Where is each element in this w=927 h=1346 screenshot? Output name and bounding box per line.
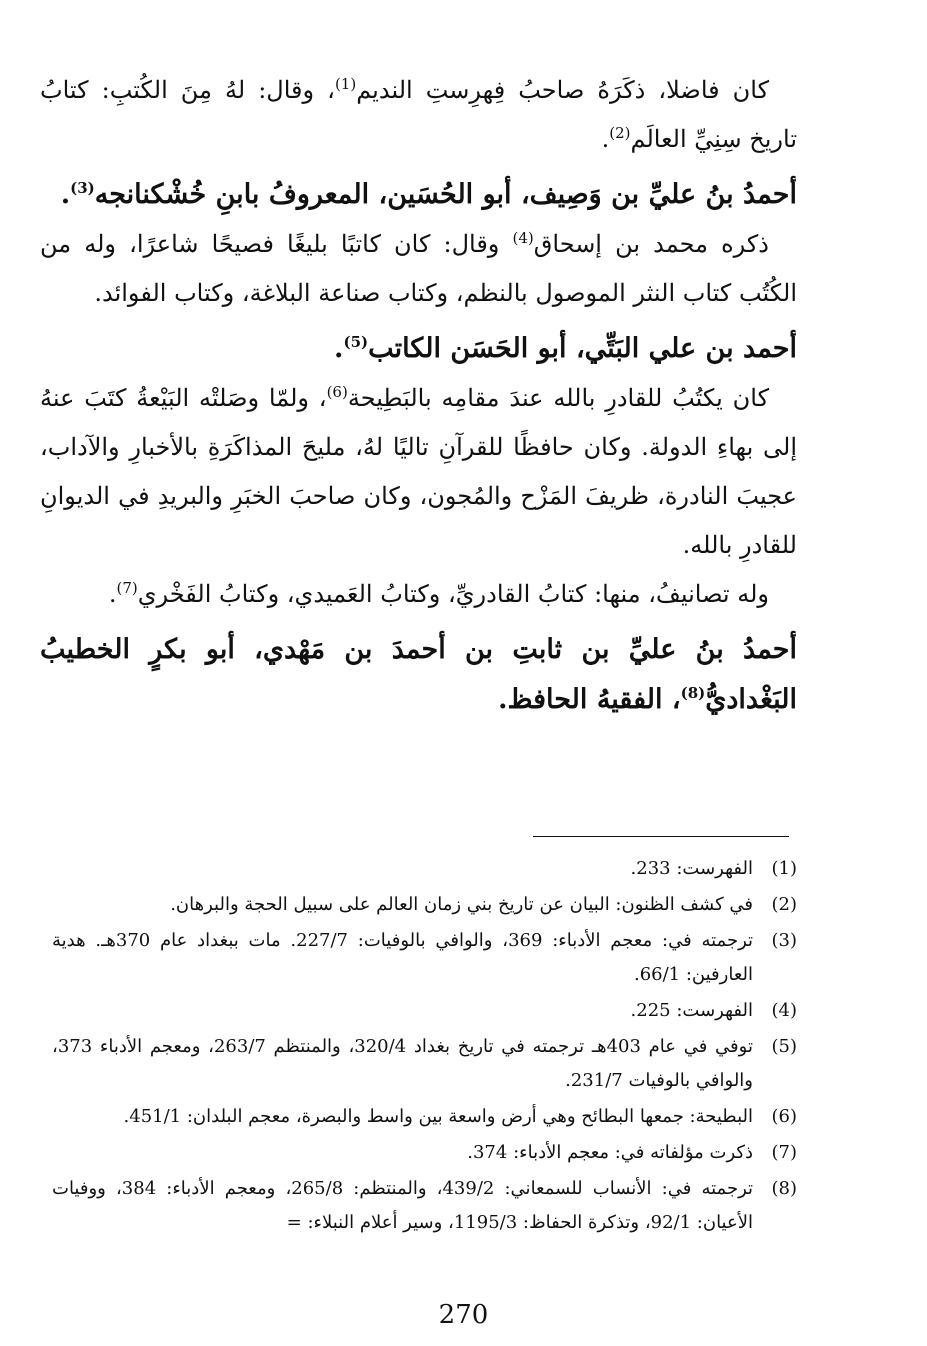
footnote-ref-7: (7) bbox=[116, 579, 138, 597]
footnote-text: البطيحة: جمعها البطائح وهي أرض واسعة بين واسط والبصرة، معجم البلدان: 451/1. bbox=[123, 1106, 753, 1127]
entry-heading-3 bbox=[40, 625, 797, 725]
entry-heading-1-end: . bbox=[60, 179, 71, 210]
footnote-number: (8) bbox=[771, 1178, 797, 1199]
entry-heading-1-text: أحمدُ بنُ عليِّ بن وَصِيف، أبو الحُسَين، المعروفُ بابنِ خُشْكنانجه bbox=[94, 179, 797, 210]
paragraph-3-text-a: كان يكتُبُ للقادرِ بالله عندَ مقامِه بالبَطِيحة bbox=[347, 384, 770, 412]
footnote-ref-5: (5) bbox=[343, 333, 369, 351]
footnote-number: (5) bbox=[771, 1036, 797, 1057]
paragraph-1 bbox=[40, 66, 797, 164]
footnote-item bbox=[52, 852, 797, 886]
paragraph-1-text-a: كان فاضلا، ذكَرَهُ صاحبُ فِهرِستِ النديم bbox=[356, 76, 770, 104]
main-text bbox=[40, 66, 797, 725]
paragraph-2-text-b: وقال: كان كاتبًا بليغًا فصيحًا شاعرًا، وله من الكُتُب كتاب النثر الموصول بالنظم، وكتاب صناعة البلاغة، وكتاب الفوائد. bbox=[40, 230, 797, 307]
footnote-ref-8: (8) bbox=[680, 684, 706, 702]
paragraph-2 bbox=[40, 220, 797, 318]
footnote-number: (3) bbox=[771, 930, 797, 951]
footnote-number: (1) bbox=[771, 858, 797, 879]
footnote-number: (4) bbox=[771, 1000, 797, 1021]
footnote-text: الفهرست: 225. bbox=[630, 1000, 753, 1021]
paragraph-1-text-b: ، وقال: لهُ مِنَ الكُتبِ: كتابُ تاريخ سِنِيِّ العالَم bbox=[40, 76, 797, 153]
footnote-ref-6: (6) bbox=[326, 383, 348, 401]
entry-heading-3-text-b: ، الفقيهُ الحافظ. bbox=[498, 684, 681, 715]
entry-heading-2 bbox=[40, 324, 797, 374]
paragraph-4 bbox=[40, 570, 797, 619]
footnote-text: ذكرت مؤلفاته في: معجم الأدباء: 374. bbox=[467, 1142, 753, 1163]
footnote-text: الفهرست: 233. bbox=[630, 858, 753, 879]
footnote-item bbox=[52, 994, 797, 1028]
footnote-text: توفي في عام 403هـ ترجمته في تاريخ بغداد 320/4، والمنتظم 263/7، ومعجم الأدباء 373، والوافي بالوفيات 231/7. bbox=[52, 1036, 753, 1091]
footnote-text: في كشف الظنون: البيان عن تاريخ بني زمان العالم على سبيل الحجة والبرهان. bbox=[170, 894, 753, 915]
paragraph-1-end: . bbox=[601, 125, 610, 153]
footnote-ref-4: (4) bbox=[512, 229, 534, 247]
footnote-item bbox=[52, 924, 797, 992]
footnotes bbox=[52, 852, 797, 1242]
paragraph-4-end: . bbox=[108, 580, 117, 608]
footnote-ref-1: (1) bbox=[334, 75, 357, 93]
entry-heading-2-end: . bbox=[334, 333, 344, 364]
paragraph-4-text: وله تصانيفُ، منها: كتابُ القادريِّ، وكتابُ العَميدي، وكتابُ الفَخْري bbox=[137, 580, 769, 608]
footnote-item bbox=[52, 1136, 797, 1170]
paragraph-3 bbox=[40, 374, 797, 570]
footnote-number: (2) bbox=[771, 894, 797, 915]
footnote-item bbox=[52, 1172, 797, 1240]
footnote-number: (7) bbox=[771, 1142, 797, 1163]
footnote-text: ترجمته في: معجم الأدباء: 369، والوافي بالوفيات: 227/7. مات ببغداد عام 370هـ. هدية العارفين: 66/1. bbox=[52, 930, 754, 985]
footnote-item bbox=[52, 1030, 797, 1098]
entry-heading-3-text-a: أحمدُ بنُ عليِّ بن ثابتِ بن أحمدَ بن مَهْدي، أبو بكرٍ الخطيبُ البَغْداديُّ bbox=[40, 634, 797, 715]
footnote-number: (6) bbox=[771, 1106, 797, 1127]
paragraph-2-text-a: ذكره محمد بن إسحاق bbox=[533, 230, 769, 258]
entry-heading-1 bbox=[40, 170, 797, 220]
paragraph-3-text-b: ، ولمّا وصَلتْه البَيْعةُ كتَبَ عنهُ إلى بهاءِ الدولة. وكان حافظًا للقرآنِ تاليًا لهُ، مليحَ المذاكَرَةِ بالأخبارِ والآداب، عجيبَ النادرة، ظريفَ المَزْح والمُجون، وكان صاحبَ الخبَرِ والبريدِ في الديوانِ للقادرِ بالله. bbox=[40, 384, 797, 559]
footnote-ref-2: (2) bbox=[609, 124, 631, 142]
footnote-text: ترجمته في: الأنساب للسمعاني: 439/2، والمنتظم: 265/8، ومعجم الأدباء: 384، ووفيات الأعيان: 92/1، وتذكرة الحفاظ: 1195/3، وسير أعلام النبلاء: = bbox=[52, 1178, 754, 1233]
page-number: 270 bbox=[438, 1300, 489, 1330]
entry-heading-2-text: أحمد بن علي البَتِّي، أبو الحَسَن الكاتب bbox=[368, 333, 797, 364]
footnote-item bbox=[52, 1100, 797, 1134]
footnote-ref-3: (3) bbox=[70, 179, 95, 197]
footnote-item bbox=[52, 888, 797, 922]
footnote-separator bbox=[533, 836, 789, 837]
